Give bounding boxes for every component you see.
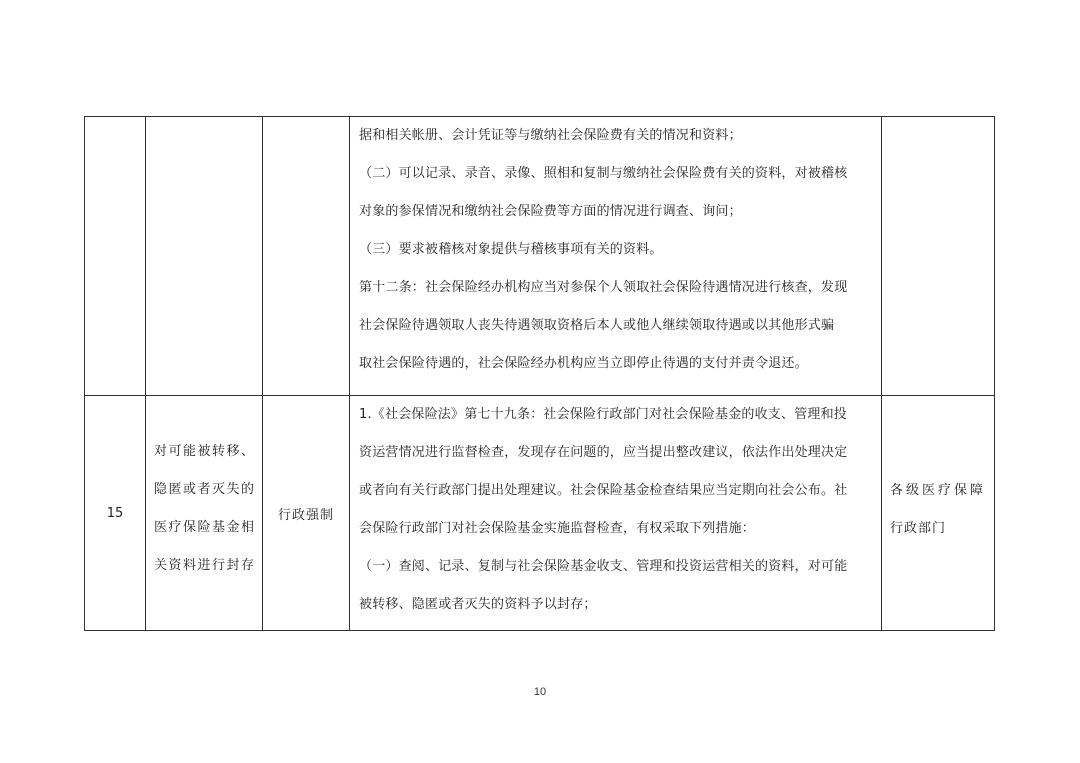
basis-line: 取社会保险待遇的，社会保险经办机构应当立即停止待遇的支付并责令退还。	[359, 356, 808, 371]
table-row	[85, 117, 995, 396]
basis-line: （一）查阅、记录、复制与社会保险基金收支、管理和投资运营相关的资料，对可能	[359, 559, 848, 574]
basis-line: 或者向有关行政部门提出处理建议。社会保险基金检查结果应当定期向社会公布。社	[359, 483, 848, 498]
basis-line: 被转移、隐匿或者灭失的资料予以封存；	[359, 597, 597, 612]
type-cell: 行政强制	[263, 396, 350, 631]
item-line: 对可能被转移、	[154, 444, 256, 459]
basis-line: 1.《社会保险法》第七十九条：社会保险行政部门对社会保险基金的收支、管理和投	[359, 407, 848, 422]
page-number: 10	[533, 686, 547, 698]
regulation-table	[84, 116, 995, 631]
item-line: 隐匿或者灭失的	[154, 482, 256, 497]
item-line: 关资料进行封存	[154, 558, 256, 573]
number-cell: 15	[85, 396, 146, 631]
basis-line: （三）要求被稽核对象提供与稽核事项有关的资料。	[359, 242, 663, 257]
basis-line: 社会保险待遇领取人丧失待遇领取资格后本人或他人继续领取待遇或以其他形式骗	[359, 318, 835, 333]
item-line: 医疗保险基金相	[154, 520, 256, 535]
basis-line: 据和相关帐册、会计凭证等与缴纳社会保险费有关的情况和资料；	[359, 128, 742, 143]
legal-basis-cell	[350, 396, 882, 631]
number-cell	[85, 117, 146, 396]
authority-line: 行政部门	[890, 521, 947, 536]
table-row	[85, 396, 995, 631]
basis-line: 会保险行政部门对社会保险基金实施监督检查，有权采取下列措施：	[359, 521, 756, 536]
type-cell	[263, 117, 350, 396]
legal-basis-cell	[350, 117, 882, 396]
item-cell	[146, 396, 263, 631]
authority-cell	[882, 117, 995, 396]
basis-line: 对象的参保情况和缴纳社会保险费等方面的情况进行调查、询问；	[359, 204, 742, 219]
item-cell	[146, 117, 263, 396]
authority-cell	[882, 396, 995, 631]
basis-line: 资运营情况进行监督检查，发现存在问题的，应当提出整改建议，依法作出处理决定	[359, 445, 848, 460]
authority-line: 各级医疗保障	[890, 483, 987, 498]
basis-line: （二）可以记录、录音、录像、照相和复制与缴纳社会保险费有关的资料，对被稽核	[359, 166, 848, 181]
basis-line: 第十二条：社会保险经办机构应当对参保个人领取社会保险待遇情况进行核查，发现	[359, 280, 848, 295]
